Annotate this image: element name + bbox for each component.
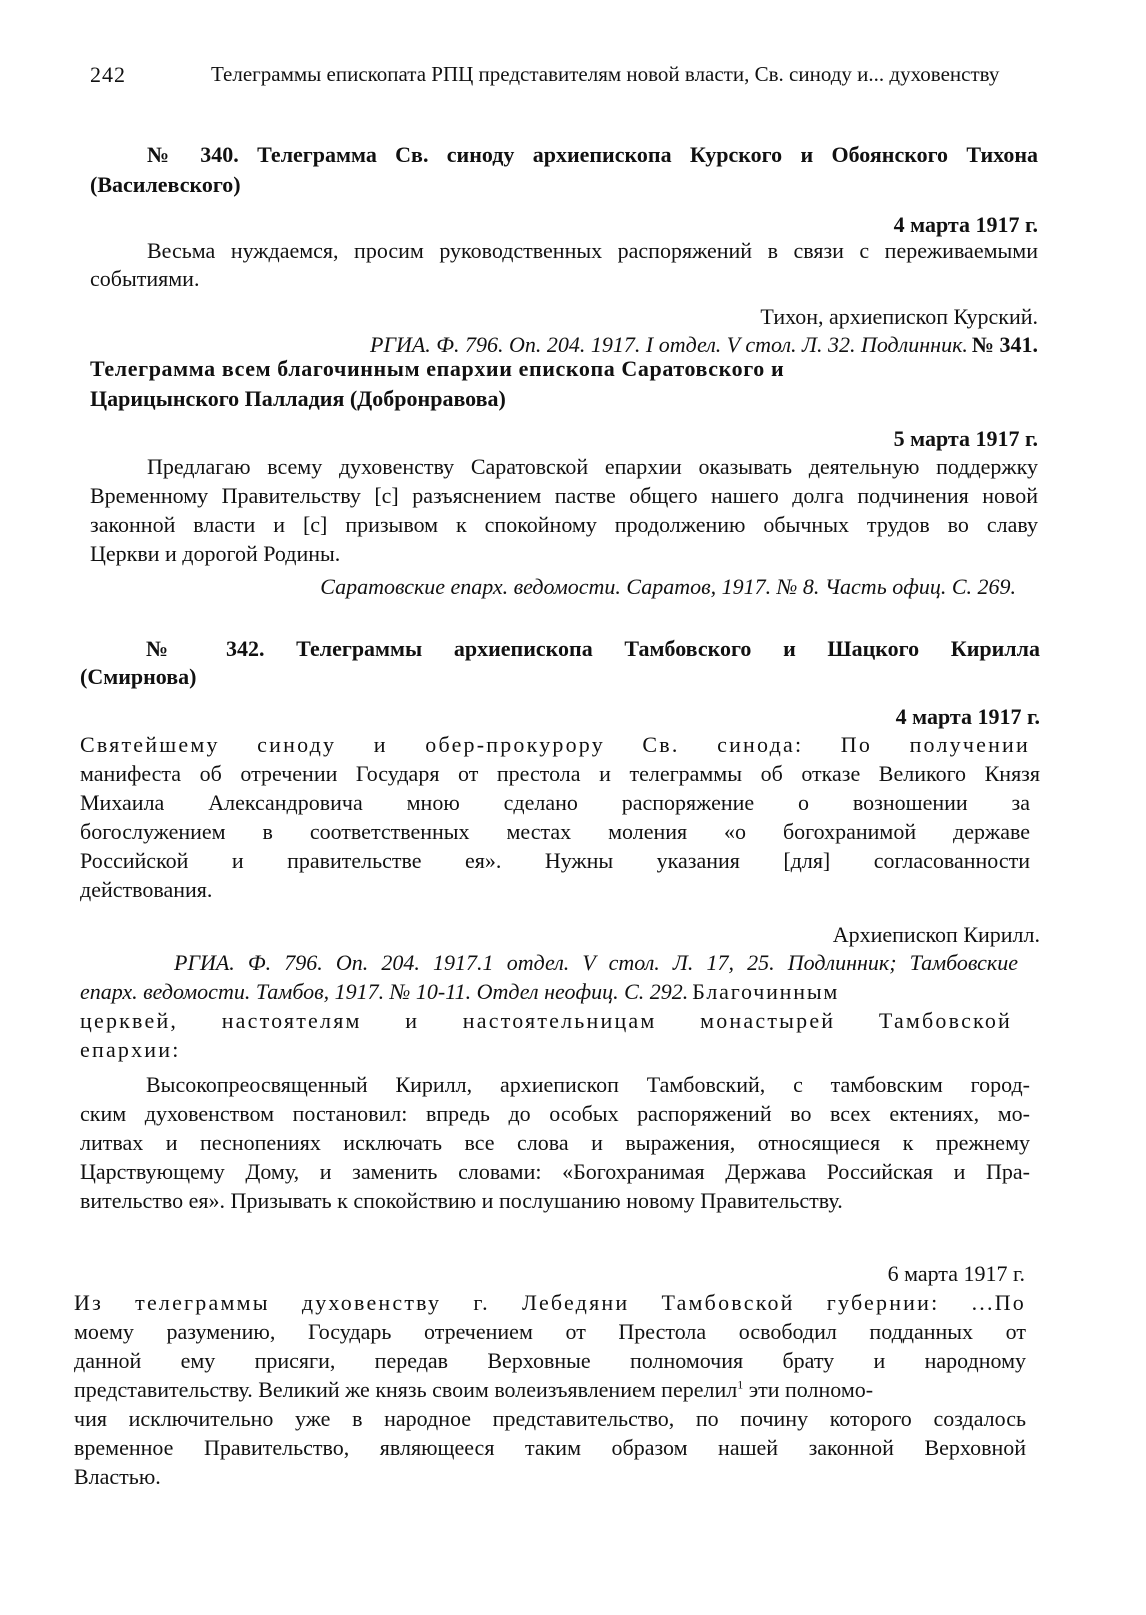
doc-342-text2-line: Высокопреосвященный Кирилл, архиепископ Тамбовский, с тамбовским город- — [146, 1072, 1030, 1097]
doc-341-source: Саратовские епарх. ведомости. Саратов, 1917. № 8. Часть офиц. С. 269. — [320, 574, 1016, 599]
doc-340 — [90, 142, 1038, 382]
doc-342-source-line1: РГИА. Ф. 796. Оп. 204. 1917.1 отдел. V стол. Л. 17, 25. Подлинник; Тамбовские — [174, 950, 1018, 975]
doc-340-date: 4 марта 1917 г. — [893, 212, 1038, 237]
doc-340-heading-line1: № 340. Телеграмма Св. синоду архиепископа Курского и Обоянского Тихона — [147, 142, 1038, 167]
doc-342-text2-line: ским духовенством постановил: впредь до особых распоряжений во всех ектениях, мо- — [80, 1101, 1030, 1126]
doc-341-date: 5 марта 1917 г. — [893, 426, 1038, 451]
page-number: 242 — [90, 62, 126, 87]
doc-342-text3-line: Властью. — [74, 1464, 161, 1489]
doc-340-text-line2: событиями. — [90, 266, 200, 291]
doc-342-heading-line2: (Смирнова) — [80, 664, 197, 689]
doc-341-number: № 341. — [971, 332, 1038, 357]
doc-342-date-2: 6 марта 1917 г. — [887, 1261, 1025, 1286]
doc-342-text1-line: манифеста об отречении Государя от престола и телеграммы об отказе Великого Князя — [80, 761, 1040, 786]
doc-340-source: РГИА. Ф. 796. Оп. 204. 1917. I отдел. V стол. Л. 32. Подлинник. — [370, 332, 968, 357]
doc-342-date-1: 4 марта 1917 г. — [895, 704, 1040, 729]
doc-342-text3-line4-before: представительству. Великий же князь своим волеизъявлением перелил — [74, 1377, 738, 1402]
doc-342-text3-line: Из телеграммы духовенству г. Лебедяни Тамбовской губернии: ...По — [74, 1290, 1026, 1315]
doc-342-text3-line4 — [74, 1377, 1026, 1403]
doc-342-heading-line1: № 342. Телеграммы архиепископа Тамбовского и Шацкого Кирилла — [146, 636, 1040, 661]
doc-340-heading-line2: (Василевского) — [90, 172, 241, 197]
doc-341-heading-line1: Телеграмма всем благочинным епархии епископа Саратовского и — [90, 356, 785, 381]
doc-340-text-line1: Весьма нуждаемся, просим руководственных распоряжений в связи с переживаемыми — [147, 238, 1038, 263]
doc-341-heading-line2: Царицынского Палладия (Добронравова) — [90, 386, 506, 411]
doc-342-excerpt — [74, 1290, 1026, 1510]
running-title: Телеграммы епископата РПЦ представителям новой власти, Св. синоду и... духовенству — [211, 62, 1000, 86]
doc-342-text3-line: моему разумению, Государь отречением от Престола освободил подданных от — [74, 1319, 1026, 1344]
doc-341 — [90, 356, 1038, 606]
doc-342-signature: Архиепископ Кирилл. — [832, 922, 1040, 947]
doc-342-text3-line: временное Правительство, являющееся таким образом нашей законной Верховной — [74, 1435, 1026, 1460]
doc-341-text-line: законной власти и [с] призывом к спокойному продолжению обычных трудов во славу — [90, 512, 1038, 537]
doc-342-text1-line: Святейшему синоду и обер-прокурору Св. синода: По получении — [80, 732, 1030, 757]
doc-342-address-line2: церквей, настоятелям и настоятельницам монастырей Тамбовской — [80, 1008, 1012, 1033]
doc-341-text-line: Временному Правительству [с] разъяснением пастве общего нашего долга подчинения новой — [90, 483, 1038, 508]
doc-342-text1-line: Михаила Александровича мною сделано распоряжение о возношении за — [80, 790, 1030, 815]
doc-342-address-start: Благочинным — [692, 979, 840, 1004]
doc-342-text3-line4-after: эти полномо- — [743, 1377, 874, 1402]
doc-340-source-line — [90, 332, 1038, 358]
doc-340-signature: Тихон, архиепископ Курский. — [760, 304, 1038, 329]
doc-342-text1-line: богослужением в соответственных местах моления «о богохранимой державе — [80, 819, 1030, 844]
doc-341-text-line: Церкви и дорогой Родины. — [90, 541, 341, 566]
doc-342-text2-line: Царствующему Дому, и заменить словами: «Богохранимая Держава Российская и Пра- — [80, 1159, 1030, 1184]
doc-342-text2-line: литвах и песнопениях исключать все слова и выражения, относящиеся к прежнему — [80, 1130, 1030, 1155]
doc-342-text1-line: действования. — [80, 877, 213, 902]
doc-342-text3-line: данной ему присяги, передав Верховные полномочия брату и народному — [74, 1348, 1026, 1373]
footnote-marker[interactable]: 1 — [737, 1377, 744, 1392]
doc-342-source-line2-row — [80, 979, 1040, 1005]
doc-342-source-line2: епарх. ведомости. Тамбов, 1917. № 10-11. Отдел неофиц. С. 292. — [80, 979, 689, 1004]
doc-342-address-line3: епархии: — [80, 1037, 181, 1062]
doc-341-text-line: Предлагаю всему духовенству Саратовской епархии оказывать деятельную поддержку — [147, 454, 1038, 479]
doc-342-text2-line: вительство ея». Призывать к спокойствию и послушанию новому Правительству. — [80, 1188, 843, 1213]
doc-342-text3-line: чия исключительно уже в народное представительство, по почину которого создалось — [74, 1406, 1026, 1431]
doc-342-text1-line: Российской и правительстве ея». Нужны указания [для] согласованности — [80, 848, 1030, 873]
